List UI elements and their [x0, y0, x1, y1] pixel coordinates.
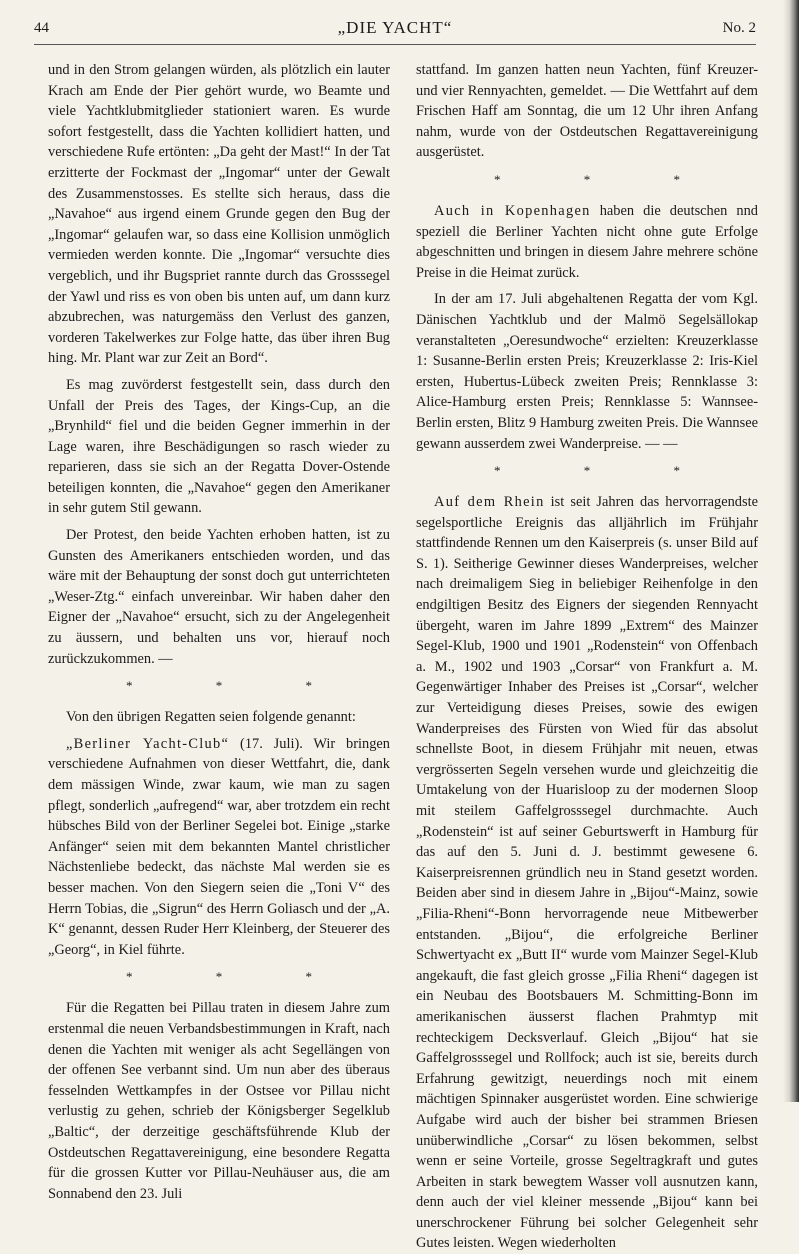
page-edge-shadow [783, 0, 799, 1102]
issue-number: No. 2 [722, 20, 756, 36]
paragraph-text: haben die deutschen nnd speziell die Berliner Yachten nicht ohne gute Erfolge abgeschnitten und bringen in diesem Jahre mehrere schöne Preise in die Heimat zurück. [416, 202, 758, 281]
paragraph: Für die Regatten bei Pillau traten in diesem Jahre zum erstenmal die neuen Verbandsbestimmungen in Kraft, nach denen die Yachten mit weniger als acht Segellängen von der offenen See verbannt sind. Um nun aber des überaus fesselnden Wettkampfes in der Ostsee vor Pillau nicht verlustig zu gehen, schrieb der Königsberger Segelklub „Baltic“, der derzeitige geschäftsführende Klub der Ostdeutschen Regattavereinigung, eine besondere Regatta für die grossen Kutter vor Pillau-Neuhäuser aus, die am Sonnabend den 23. Juli [48, 1000, 390, 1202]
page-number: 44 [34, 20, 49, 36]
paragraph: In der am 17. Juli abgehaltenen Regatta der vom Kgl. Dänischen Yachtklub und der Malmö Segelsällokap veranstalteten „Oeresundwoche“ erzielten: Kreuzerklasse 1: Susanne-Berlin ersten Preis; Kreuzerklasse 2: Iris-Kiel ersten, Hubertus-Lübeck zweiten Preis; Rennklasse 3: Alice-Hamburg ersten Preis; Rennklasse 5: Wannsee-Berlin ersten, Blitz 9 Hamburg zweiten Preis. Die Wannsee gewann ausserdem zwei Wanderpreise. — — [416, 291, 758, 452]
running-title: „DIE YACHT“ [337, 18, 453, 37]
left-column [48, 60, 390, 1202]
paragraph: und in den Strom gelangen würden, als plötzlich ein lauter Krach am Ende der Pier gehört wurde, wo Beamte und viele Yachtklubmitglieder stationiert waren. Es wurde sofort festgestellt, dass die Yachten kollidiert hatten, und verschiedene Rufe ertönten: „Da geht der Mast!“ In der Tat erzitterte der Fockmast der „Ingomar“ unter der Gewalt des Zusammenstosses. Es stellte sich heraus, dass die „Navahoe“ aus irgend einem Grunde gegen den Bug der „Ingomar“ gelaufen war, so dass eine Kollision unmöglich vermieden werden konnte. Die „Ingomar“ versuchte dies vergeblich, und ihr Bugspriet rannte durch das Grosssegel der Yawl und riss es von oben bis unten auf, um dann kurz abzubrechen, was naturgemäss den Verlust des ganzen, vorderen Takelwerkes zur Folge hatte, das über ihren Bug hing. Mr. Plant war zur Zeit an Bord“. [48, 62, 390, 367]
paragraph [416, 492, 758, 1254]
club-name: „Berliner Yacht-Club“ [66, 735, 230, 752]
section-separator: * * * [126, 678, 352, 694]
section-separator: * * * [494, 171, 720, 187]
paragraph: Es mag zuvörderst festgestellt sein, dass durch den Unfall der Preis des Tages, der Kings-Cup, an die „Brynhild“ fiel und die beiden Gegner immerhin in der Lage waren, ihre Beschädigungen so rasch wieder zu reparieren, dass sie sich an der Regatta Dover-Ostende beteiligen konnten, die „Navahoe“ gegen den Amerikaner in sehr gutem Stil gewann. [48, 376, 390, 517]
header-rule [34, 44, 756, 45]
right-column [416, 60, 758, 1252]
section-separator: * * * [126, 969, 352, 985]
section-separator: * * * [494, 463, 720, 479]
paragraph [416, 201, 758, 283]
running-header [34, 14, 756, 44]
paragraph: stattfand. Im ganzen hatten neun Yachten, fünf Kreuzer- und vier Rennyachten, gemeldet. — Die Wettfahrt auf dem Frischen Haff am Sonntag, die um 12 Uhr ihren Anfang nahm, wurde von der Ostdeutschen Regattavereinigung ausgerüstet. [416, 62, 758, 161]
article-body [48, 60, 758, 1252]
lead-in: Auf dem Rhein [434, 494, 545, 511]
paragraph: Der Protest, den beide Yachten erhoben hatten, ist zu Gunsten des Amerikaners entschieden worden, und das wäre mit der Behauptung der sonst doch gut unterrichteten „Weser-Ztg.“ einfach unvereinbar. Wir haben daher den Eigner der „Navahoe“ ersucht, sich zu der Angelegenheit zu äussern, und behalten uns vor, hierauf noch zurückzukommen. — [48, 527, 390, 667]
paragraph [48, 734, 390, 961]
lead-in: Auch in Kopenhagen [434, 202, 591, 219]
paragraph: Von den übrigen Regatten seien folgende genannt: [66, 709, 356, 726]
paragraph-text: ist seit Jahren das hervorragendste segelsportliche Ereignis das alljährlich im Frühjahr stattfindende Rennen um den Kaiserpreis (s. unser Bild auf S. 1). Seitherige Gewinner dieses Wanderpreises, welcher nach dreimaligem Sieg in beliebiger Reihenfolge in den endgiltigen Besitz des Eigners der siegenden Rennyacht übergeht, waren im Jahre 1899 „Extrem“ des Mainzer Segel-Klub, 1900 und 1901 „Rodenstein“ von Offenbach a. M., 1902 und 1903 „Corsar“ von Frankfurt a. M. Gegenwärtiger Inhaber des Preises ist „Corsar“, welcher zur Verteidigung dieses Preises, sowie des ewigen Wanderpreises des Fürsten von Wied für das absolut schnellste Boot, in diesem Frühjahr mit neuen, etwas vergrösserten Segeln versehen wurde und gleichzeitig die Umtakelung von der Huarisloop zu der modernen Sloop mit steilem Gaffelgrosssegel durchmachte. Auch „Rodenstein“ ist auf seiner Geburtswerft in Hamburg für das auf den 5. Juni d. J. bestimmt gewesene 6. Kaiserpreisrennen gründlich neu in Stand gesetzt worden. Beiden aber sind in diesem Jahre in „Bijou“-Mainz, sowie „Filia-Rheni“-Bonn hervorragende neue Mitbewerber entstanden. „Bijou“, die erfolgreiche Berliner Schwertyacht ex „Butt II“ wurde vom Mainzer Segel-Klub angekauft, die fast gleich grosse „Filia Rheni“ dagegen ist ein Neubau des Bootsbauers M. Schmitting-Bonn im amerikanischen äusserst flachen Prahmtyp mit rechteckigem Decksverlauf. Gleich „Bijou“ hat sie Gaffelgrosssegel und Rollfock; auch ist sie, bereits durch Erfahrung gewitzigt, neuerdings noch mit einem mächtigen Spinnaker ausgerüstet worden. Eine schwierige Aufgabe wird auch der bisher bei strammen Briesen unüberwindliche „Corsar“ zu lösen bekommen, selbst wenn er seine Vorteile, grosse Segeltragkraft und gutes Arbeiten in stark bewegtem Wasser voll ausnutzen kann, denn auch der viel kleiner messende „Bijou“ kann bei unerschrockener Führung bei solcher Gelegenheit sehr Gutes leisten. Wegen wiederholten [416, 494, 758, 1252]
paragraph-text: (17. Juli). Wir bringen verschiedene Aufnahmen von dieser Wettfahrt, die, dank dem mässigen Winde, zwar kaum, wie man zu sagen pflegt, sonderlich „aufregend“ war, aber trotzdem ein recht hübsches Bild von der Berliner Segelei bot. Einige „starke Anfänger“ seien mit dem bekannten Mantel christlicher Nächstenliebe bedeckt, das nächste Mal werden sie es besser machen. Von den Siegern seien die „Toni V“ des Herrn Tobias, die „Sigrun“ des Herrn Goliasch und der „A. K“ genannt, dessen Ruder Herr Kleinberg, der Steuerer des „Georg“, in Kiel führte. [48, 735, 390, 958]
